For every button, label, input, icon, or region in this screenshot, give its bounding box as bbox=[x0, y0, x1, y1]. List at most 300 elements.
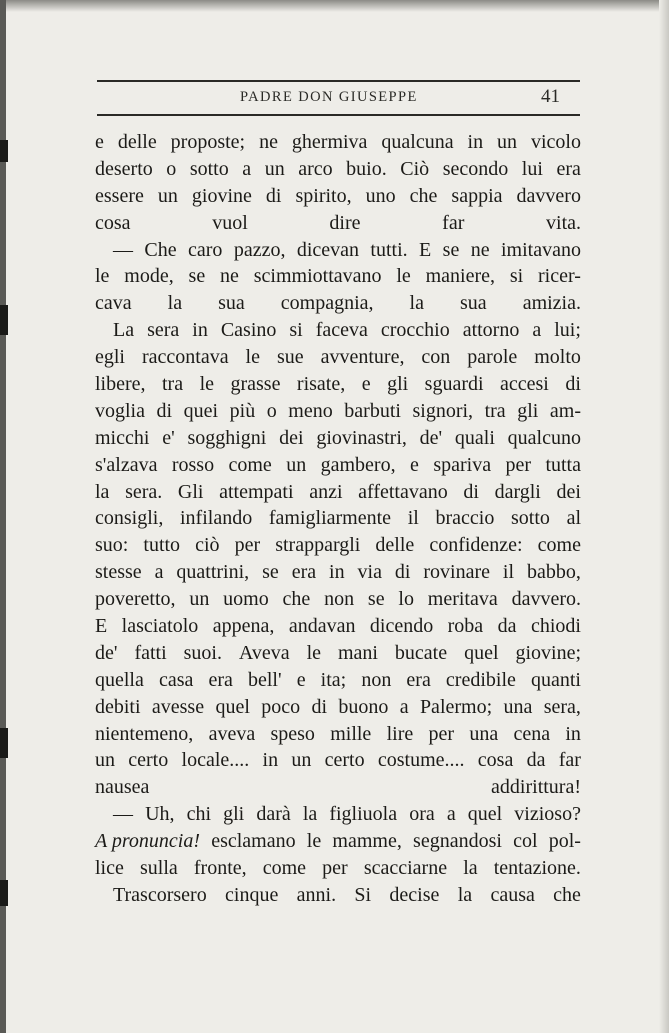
word: delle bbox=[375, 534, 415, 557]
text-line bbox=[95, 828, 581, 855]
word: mamme, bbox=[332, 830, 402, 853]
word: come bbox=[228, 453, 272, 476]
word: La bbox=[113, 319, 135, 342]
word: la bbox=[302, 803, 318, 826]
word: lice bbox=[95, 857, 124, 880]
text-line-content bbox=[95, 667, 581, 694]
word: accesi bbox=[500, 373, 549, 396]
text-line-content bbox=[95, 747, 581, 774]
word: uno bbox=[365, 184, 396, 207]
text-line-content bbox=[95, 398, 581, 425]
word: bucate bbox=[394, 641, 448, 664]
text-line-content bbox=[113, 801, 581, 828]
word: in bbox=[467, 131, 484, 153]
word: col bbox=[513, 830, 538, 853]
word: sulla bbox=[139, 857, 178, 880]
word: ciò bbox=[195, 534, 220, 557]
text-line bbox=[95, 559, 581, 586]
word: le bbox=[199, 373, 214, 396]
word: de' bbox=[419, 426, 443, 449]
text-line bbox=[95, 371, 581, 398]
word: costume.... bbox=[377, 749, 465, 772]
word: meritava bbox=[427, 588, 498, 611]
word: si bbox=[509, 265, 524, 288]
word: le bbox=[245, 346, 260, 369]
word: al bbox=[566, 507, 581, 530]
text-line-content bbox=[95, 532, 581, 559]
word: scimmiottavano bbox=[253, 265, 382, 288]
word: a bbox=[446, 803, 456, 826]
word: tutti. bbox=[370, 238, 408, 261]
word: sera bbox=[147, 319, 180, 342]
word: un bbox=[189, 588, 210, 611]
word: di bbox=[156, 399, 173, 422]
word: locale.... bbox=[181, 749, 250, 772]
word: dargli bbox=[494, 480, 541, 503]
word: ghermiva bbox=[291, 131, 368, 153]
word: sguardi bbox=[424, 373, 484, 396]
word: la bbox=[95, 480, 110, 503]
word: Casino bbox=[220, 319, 277, 342]
word: figliuola bbox=[329, 803, 398, 826]
word: crocchio bbox=[380, 319, 450, 342]
word: ita; bbox=[320, 668, 347, 691]
page-right-edge bbox=[659, 0, 669, 1033]
word: credibile bbox=[445, 668, 516, 691]
word: via bbox=[357, 561, 382, 584]
word: ora bbox=[409, 803, 435, 826]
word: braccio bbox=[435, 507, 495, 530]
word: lire bbox=[386, 722, 414, 745]
word: le bbox=[306, 641, 322, 664]
word: risate, bbox=[296, 373, 346, 396]
word: s'alzava bbox=[95, 453, 158, 476]
word: quel bbox=[467, 803, 503, 826]
word: la bbox=[463, 857, 478, 880]
word: che bbox=[282, 588, 311, 611]
word: le bbox=[306, 830, 322, 853]
text-line bbox=[95, 640, 581, 667]
word: per bbox=[234, 534, 261, 557]
word: e' bbox=[162, 426, 175, 449]
word: quei bbox=[183, 399, 219, 422]
word: secondo bbox=[442, 157, 509, 180]
text-line-content bbox=[95, 344, 581, 371]
word: anzi bbox=[309, 480, 343, 503]
word: pazzo, bbox=[233, 238, 286, 261]
word: come bbox=[262, 857, 307, 880]
word: giovine bbox=[191, 184, 252, 207]
word: cinque bbox=[225, 883, 279, 906]
word: segnandosi bbox=[413, 830, 502, 853]
text-line-content bbox=[95, 855, 581, 882]
word: fatti bbox=[134, 641, 167, 664]
word: in bbox=[262, 749, 279, 772]
word: signori, bbox=[412, 399, 474, 422]
text-line bbox=[95, 210, 581, 237]
text-line-content bbox=[95, 183, 581, 210]
word: attempati bbox=[219, 480, 294, 503]
word: appena, bbox=[212, 615, 275, 638]
word: a bbox=[532, 319, 542, 342]
word: spariva bbox=[433, 453, 492, 476]
word: deserto bbox=[95, 157, 153, 180]
text-line bbox=[95, 452, 581, 479]
text-line-content bbox=[95, 263, 581, 290]
word: Palermo; bbox=[419, 695, 493, 718]
word: tutta bbox=[545, 453, 581, 476]
word: avesse bbox=[151, 695, 205, 718]
word: proposte; bbox=[170, 131, 246, 153]
word: vicolo bbox=[531, 131, 581, 153]
word: di bbox=[394, 561, 411, 584]
text-line bbox=[95, 532, 581, 559]
word: che bbox=[409, 184, 438, 207]
word: se bbox=[188, 265, 206, 288]
word: a bbox=[242, 157, 252, 180]
word: la bbox=[457, 883, 473, 906]
word: — bbox=[113, 238, 133, 261]
text-line bbox=[95, 882, 581, 909]
word: giovinastri, bbox=[316, 426, 407, 449]
header-rule-top bbox=[97, 80, 580, 82]
word: roba bbox=[447, 615, 484, 638]
spine-mark bbox=[0, 728, 8, 758]
word: non bbox=[361, 668, 392, 691]
word: come bbox=[537, 534, 581, 557]
text-line-content bbox=[95, 129, 581, 156]
text-line-content bbox=[95, 156, 581, 183]
word: caro bbox=[188, 238, 223, 261]
word: quella bbox=[95, 668, 144, 691]
word: dicendo bbox=[369, 615, 434, 638]
word: era bbox=[556, 157, 581, 180]
word: più bbox=[229, 399, 256, 422]
text-line-content bbox=[95, 425, 581, 452]
word: buio. bbox=[346, 157, 387, 180]
word: si bbox=[289, 319, 303, 342]
word: sue bbox=[276, 346, 304, 369]
word: andavan bbox=[288, 615, 356, 638]
word: chi bbox=[186, 803, 212, 826]
text-line bbox=[95, 747, 581, 774]
word: un bbox=[286, 453, 307, 476]
text-line bbox=[95, 479, 581, 506]
word: gli bbox=[387, 373, 409, 396]
word: meno bbox=[288, 399, 333, 422]
word: attorno bbox=[462, 319, 520, 342]
word: babbo, bbox=[526, 561, 581, 584]
word: speso bbox=[270, 722, 315, 745]
word: ne bbox=[220, 265, 239, 288]
word: affettavano bbox=[358, 480, 448, 503]
word: dei bbox=[279, 426, 304, 449]
word: ne bbox=[470, 238, 490, 261]
text-line-content bbox=[95, 479, 581, 506]
word: rosso bbox=[171, 453, 215, 476]
word: uomo bbox=[223, 588, 269, 611]
word: gambero, bbox=[320, 453, 396, 476]
word: di bbox=[265, 184, 282, 207]
text-line-content bbox=[95, 371, 581, 398]
word: stesse bbox=[95, 561, 142, 584]
word: de' bbox=[95, 641, 118, 664]
word: era bbox=[208, 668, 233, 691]
text-line-content bbox=[95, 640, 581, 667]
word: rovinare bbox=[423, 561, 490, 584]
word: di bbox=[463, 480, 479, 503]
text-line bbox=[95, 774, 581, 801]
word: sotto bbox=[511, 507, 550, 530]
text-line-content: nausea addirittura! bbox=[95, 776, 581, 799]
word: Ciò bbox=[400, 157, 430, 180]
spine-mark bbox=[0, 140, 8, 162]
word: se bbox=[442, 238, 460, 261]
word: cena bbox=[513, 722, 551, 745]
text-line bbox=[95, 586, 581, 613]
word: anni. bbox=[296, 883, 337, 906]
word: e bbox=[410, 453, 419, 476]
word: se bbox=[367, 588, 385, 611]
word: imitavano bbox=[501, 238, 581, 261]
word: era bbox=[406, 668, 431, 691]
word: egli bbox=[95, 346, 125, 369]
word: per bbox=[505, 453, 532, 476]
word: confidenze: bbox=[429, 534, 523, 557]
word: un bbox=[497, 131, 518, 153]
word: qualcuna bbox=[381, 131, 454, 153]
word: sappia bbox=[451, 184, 503, 207]
word: un bbox=[264, 157, 285, 180]
word: E bbox=[95, 615, 108, 638]
word: le bbox=[95, 265, 110, 288]
word: pol- bbox=[548, 830, 581, 853]
text-line bbox=[95, 801, 581, 828]
word: gli bbox=[223, 803, 245, 826]
word: ne bbox=[259, 131, 278, 153]
word: il bbox=[407, 507, 419, 530]
word: aveva bbox=[208, 722, 256, 745]
word: Uh, bbox=[145, 803, 175, 826]
text-line-content: cosa vuol dire far vita. bbox=[95, 211, 581, 234]
word: sera, bbox=[543, 695, 581, 718]
word: per bbox=[322, 857, 348, 880]
word: molto bbox=[534, 346, 581, 369]
text-line bbox=[95, 156, 581, 183]
word: essere bbox=[95, 184, 144, 207]
word: mode, bbox=[124, 265, 174, 288]
word: voglia bbox=[95, 399, 145, 422]
text-line bbox=[95, 425, 581, 452]
word: lui; bbox=[554, 319, 581, 342]
spine-mark bbox=[0, 305, 8, 335]
word: tutto bbox=[143, 534, 181, 557]
text-line bbox=[95, 694, 581, 721]
page-number: 41 bbox=[541, 86, 560, 107]
word: mani bbox=[337, 641, 378, 664]
word: mille bbox=[330, 722, 372, 745]
word: sotto bbox=[189, 157, 229, 180]
page-top-edge bbox=[6, 0, 669, 12]
word: cosa bbox=[477, 749, 514, 772]
word: dei bbox=[556, 480, 581, 503]
word: maniere, bbox=[425, 265, 496, 288]
text-line bbox=[95, 667, 581, 694]
word: infilando bbox=[180, 507, 253, 530]
word: debiti bbox=[95, 695, 141, 718]
word: grasse bbox=[230, 373, 281, 396]
text-line-content bbox=[95, 721, 581, 748]
word: parole bbox=[467, 346, 518, 369]
word: chiodi bbox=[530, 615, 581, 638]
word: poco bbox=[261, 695, 301, 718]
word: o bbox=[266, 399, 277, 422]
text-line-content bbox=[95, 613, 581, 640]
word: una bbox=[469, 722, 499, 745]
word: che bbox=[553, 883, 581, 906]
word: sera. bbox=[125, 480, 163, 503]
word: le bbox=[396, 265, 411, 288]
word: libere, bbox=[95, 373, 146, 396]
word: a bbox=[399, 695, 409, 718]
word: sogghigni bbox=[187, 426, 267, 449]
word: darà bbox=[256, 803, 291, 826]
word: lasciatolo bbox=[121, 615, 199, 638]
word: am- bbox=[549, 399, 581, 422]
body-text bbox=[95, 129, 581, 909]
word: per bbox=[428, 722, 455, 745]
text-line-content bbox=[113, 237, 581, 264]
word: quel bbox=[215, 695, 250, 718]
word: il bbox=[502, 561, 515, 584]
word: da bbox=[497, 615, 517, 638]
word: nientemeno, bbox=[95, 722, 194, 745]
word: Si bbox=[354, 883, 372, 906]
word: tentazione. bbox=[493, 857, 581, 880]
word: ricer- bbox=[538, 265, 581, 288]
word: suoi. bbox=[183, 641, 222, 664]
word: casa bbox=[158, 668, 194, 691]
word: con bbox=[421, 346, 451, 369]
word: causa bbox=[490, 883, 535, 906]
word: dicevan bbox=[296, 238, 360, 261]
word: delle bbox=[117, 131, 157, 153]
text-line bbox=[95, 129, 581, 156]
word: poveretto, bbox=[95, 588, 176, 611]
text-line-content bbox=[95, 452, 581, 479]
word: di bbox=[565, 373, 581, 396]
word: era bbox=[291, 561, 317, 584]
text-line bbox=[95, 613, 581, 640]
word: un bbox=[157, 184, 178, 207]
spine-mark bbox=[0, 880, 8, 906]
word: e bbox=[296, 668, 306, 691]
word: vizioso? bbox=[514, 803, 581, 826]
word: quel bbox=[464, 641, 499, 664]
word: certo bbox=[324, 749, 365, 772]
word: fronte, bbox=[193, 857, 247, 880]
text-line-content: cava la sua compagnia, la sua amizia. bbox=[95, 292, 581, 315]
word: famigliarmente bbox=[268, 507, 392, 530]
word: far bbox=[558, 749, 581, 772]
word: E bbox=[419, 238, 432, 261]
word: se bbox=[262, 561, 279, 584]
text-line bbox=[95, 398, 581, 425]
word: un bbox=[95, 749, 115, 772]
word: micchi bbox=[95, 426, 150, 449]
word: decise bbox=[389, 883, 440, 906]
word: A pronuncia! bbox=[95, 830, 200, 853]
word: in bbox=[192, 319, 208, 342]
word: faceva bbox=[315, 319, 368, 342]
word: buono bbox=[338, 695, 389, 718]
text-line bbox=[95, 721, 581, 748]
text-line bbox=[95, 183, 581, 210]
word: non bbox=[324, 588, 355, 611]
word: tra bbox=[162, 373, 184, 396]
word: e bbox=[95, 131, 104, 153]
word: bell' bbox=[248, 668, 282, 691]
word: arco bbox=[298, 157, 333, 180]
word: quattrini, bbox=[176, 561, 250, 584]
text-line bbox=[95, 317, 581, 344]
text-line-content bbox=[95, 828, 581, 855]
word: avventure, bbox=[320, 346, 405, 369]
word: lui bbox=[521, 157, 543, 180]
word: lo bbox=[398, 588, 414, 611]
word: gli bbox=[517, 399, 539, 422]
text-line bbox=[95, 505, 581, 532]
word: strappargli bbox=[275, 534, 361, 557]
word: scacciarne bbox=[363, 857, 448, 880]
word: Gli bbox=[177, 480, 204, 503]
text-line-content bbox=[95, 586, 581, 613]
header-rule-bottom bbox=[97, 114, 580, 116]
text-line-content bbox=[95, 559, 581, 586]
text-line-content bbox=[95, 505, 581, 532]
word: consigli, bbox=[95, 507, 164, 530]
word: spirito, bbox=[295, 184, 352, 207]
text-line-content bbox=[113, 882, 581, 909]
word: a bbox=[154, 561, 164, 584]
word: o bbox=[166, 157, 177, 180]
text-line bbox=[95, 237, 581, 264]
word: davvero bbox=[516, 184, 581, 207]
text-line bbox=[95, 263, 581, 290]
word: esclamano bbox=[211, 830, 296, 853]
word: Trascorsero bbox=[113, 883, 207, 906]
word: qualcuno bbox=[507, 426, 581, 449]
word: di bbox=[311, 695, 328, 718]
word: una bbox=[503, 695, 533, 718]
word: in bbox=[565, 722, 581, 745]
text-line-content bbox=[95, 694, 581, 721]
word: tra bbox=[484, 399, 506, 422]
word: suo: bbox=[95, 534, 129, 557]
word: quali bbox=[454, 426, 495, 449]
word: barbuti bbox=[344, 399, 401, 422]
word: — bbox=[113, 803, 133, 826]
word: quanti bbox=[530, 668, 581, 691]
word: e bbox=[361, 373, 371, 396]
word: giovine; bbox=[515, 641, 581, 664]
running-title: PADRE DON GIUSEPPE bbox=[240, 89, 418, 105]
text-line-content bbox=[113, 317, 581, 344]
text-line bbox=[95, 855, 581, 882]
word: in bbox=[329, 561, 345, 584]
word: un bbox=[291, 749, 312, 772]
word: raccontava bbox=[141, 346, 229, 369]
